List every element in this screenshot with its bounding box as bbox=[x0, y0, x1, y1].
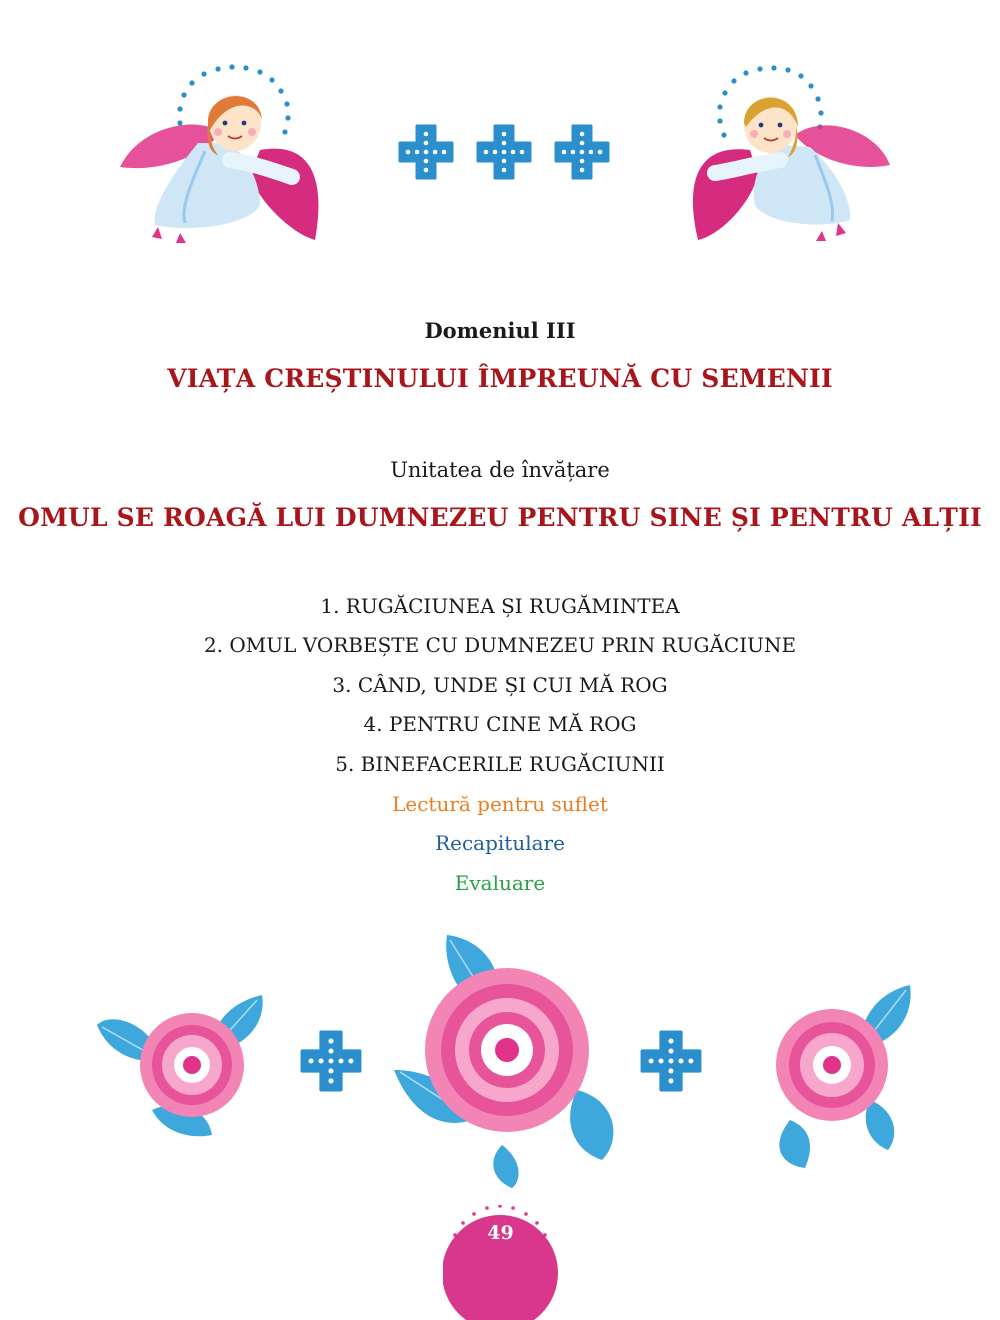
domain-label: Domeniul III bbox=[424, 318, 576, 343]
cross-ornament-icon bbox=[300, 1030, 362, 1092]
recap-link[interactable]: Recapitulare bbox=[435, 831, 565, 855]
evaluation-link[interactable]: Evaluare bbox=[454, 871, 546, 895]
reading-link[interactable]: Lectură pentru suflet bbox=[392, 792, 608, 816]
left-flower-illustration bbox=[92, 990, 272, 1140]
right-flower-illustration bbox=[760, 980, 920, 1170]
lesson-item[interactable]: 4. PENTRU CINE MĂ ROG bbox=[363, 712, 637, 736]
cross-ornament-icon bbox=[640, 1030, 702, 1092]
unit-title: OMUL SE ROAGĂ LUI DUMNEZEU PENTRU SINE ȘI PENTRU ALȚII bbox=[18, 503, 982, 532]
cross-ornament-icon bbox=[554, 124, 610, 180]
cross-ornament-icon bbox=[398, 124, 454, 180]
cross-ornament-icon bbox=[476, 124, 532, 180]
lesson-item[interactable]: 1. RUGĂCIUNEA ȘI RUGĂMINTEA bbox=[320, 594, 680, 618]
right-angel-illustration bbox=[670, 55, 900, 250]
page-number: 49 bbox=[487, 1222, 514, 1244]
domain-title: VIAȚA CREȘTINULUI ÎMPREUNĂ CU SEMENII bbox=[167, 364, 833, 393]
lesson-item[interactable]: 3. CÂND, UNDE ȘI CUI MĂ ROG bbox=[332, 673, 668, 697]
lesson-item[interactable]: 2. OMUL VORBEȘTE CU DUMNEZEU PRIN RUGĂCIUNE bbox=[203, 633, 797, 657]
unit-label: Unitatea de învățare bbox=[390, 458, 610, 482]
lesson-item[interactable]: 5. BINEFACERILE RUGĂCIUNII bbox=[335, 752, 665, 776]
left-angel-illustration bbox=[110, 55, 340, 250]
center-flower-illustration bbox=[392, 930, 622, 1190]
